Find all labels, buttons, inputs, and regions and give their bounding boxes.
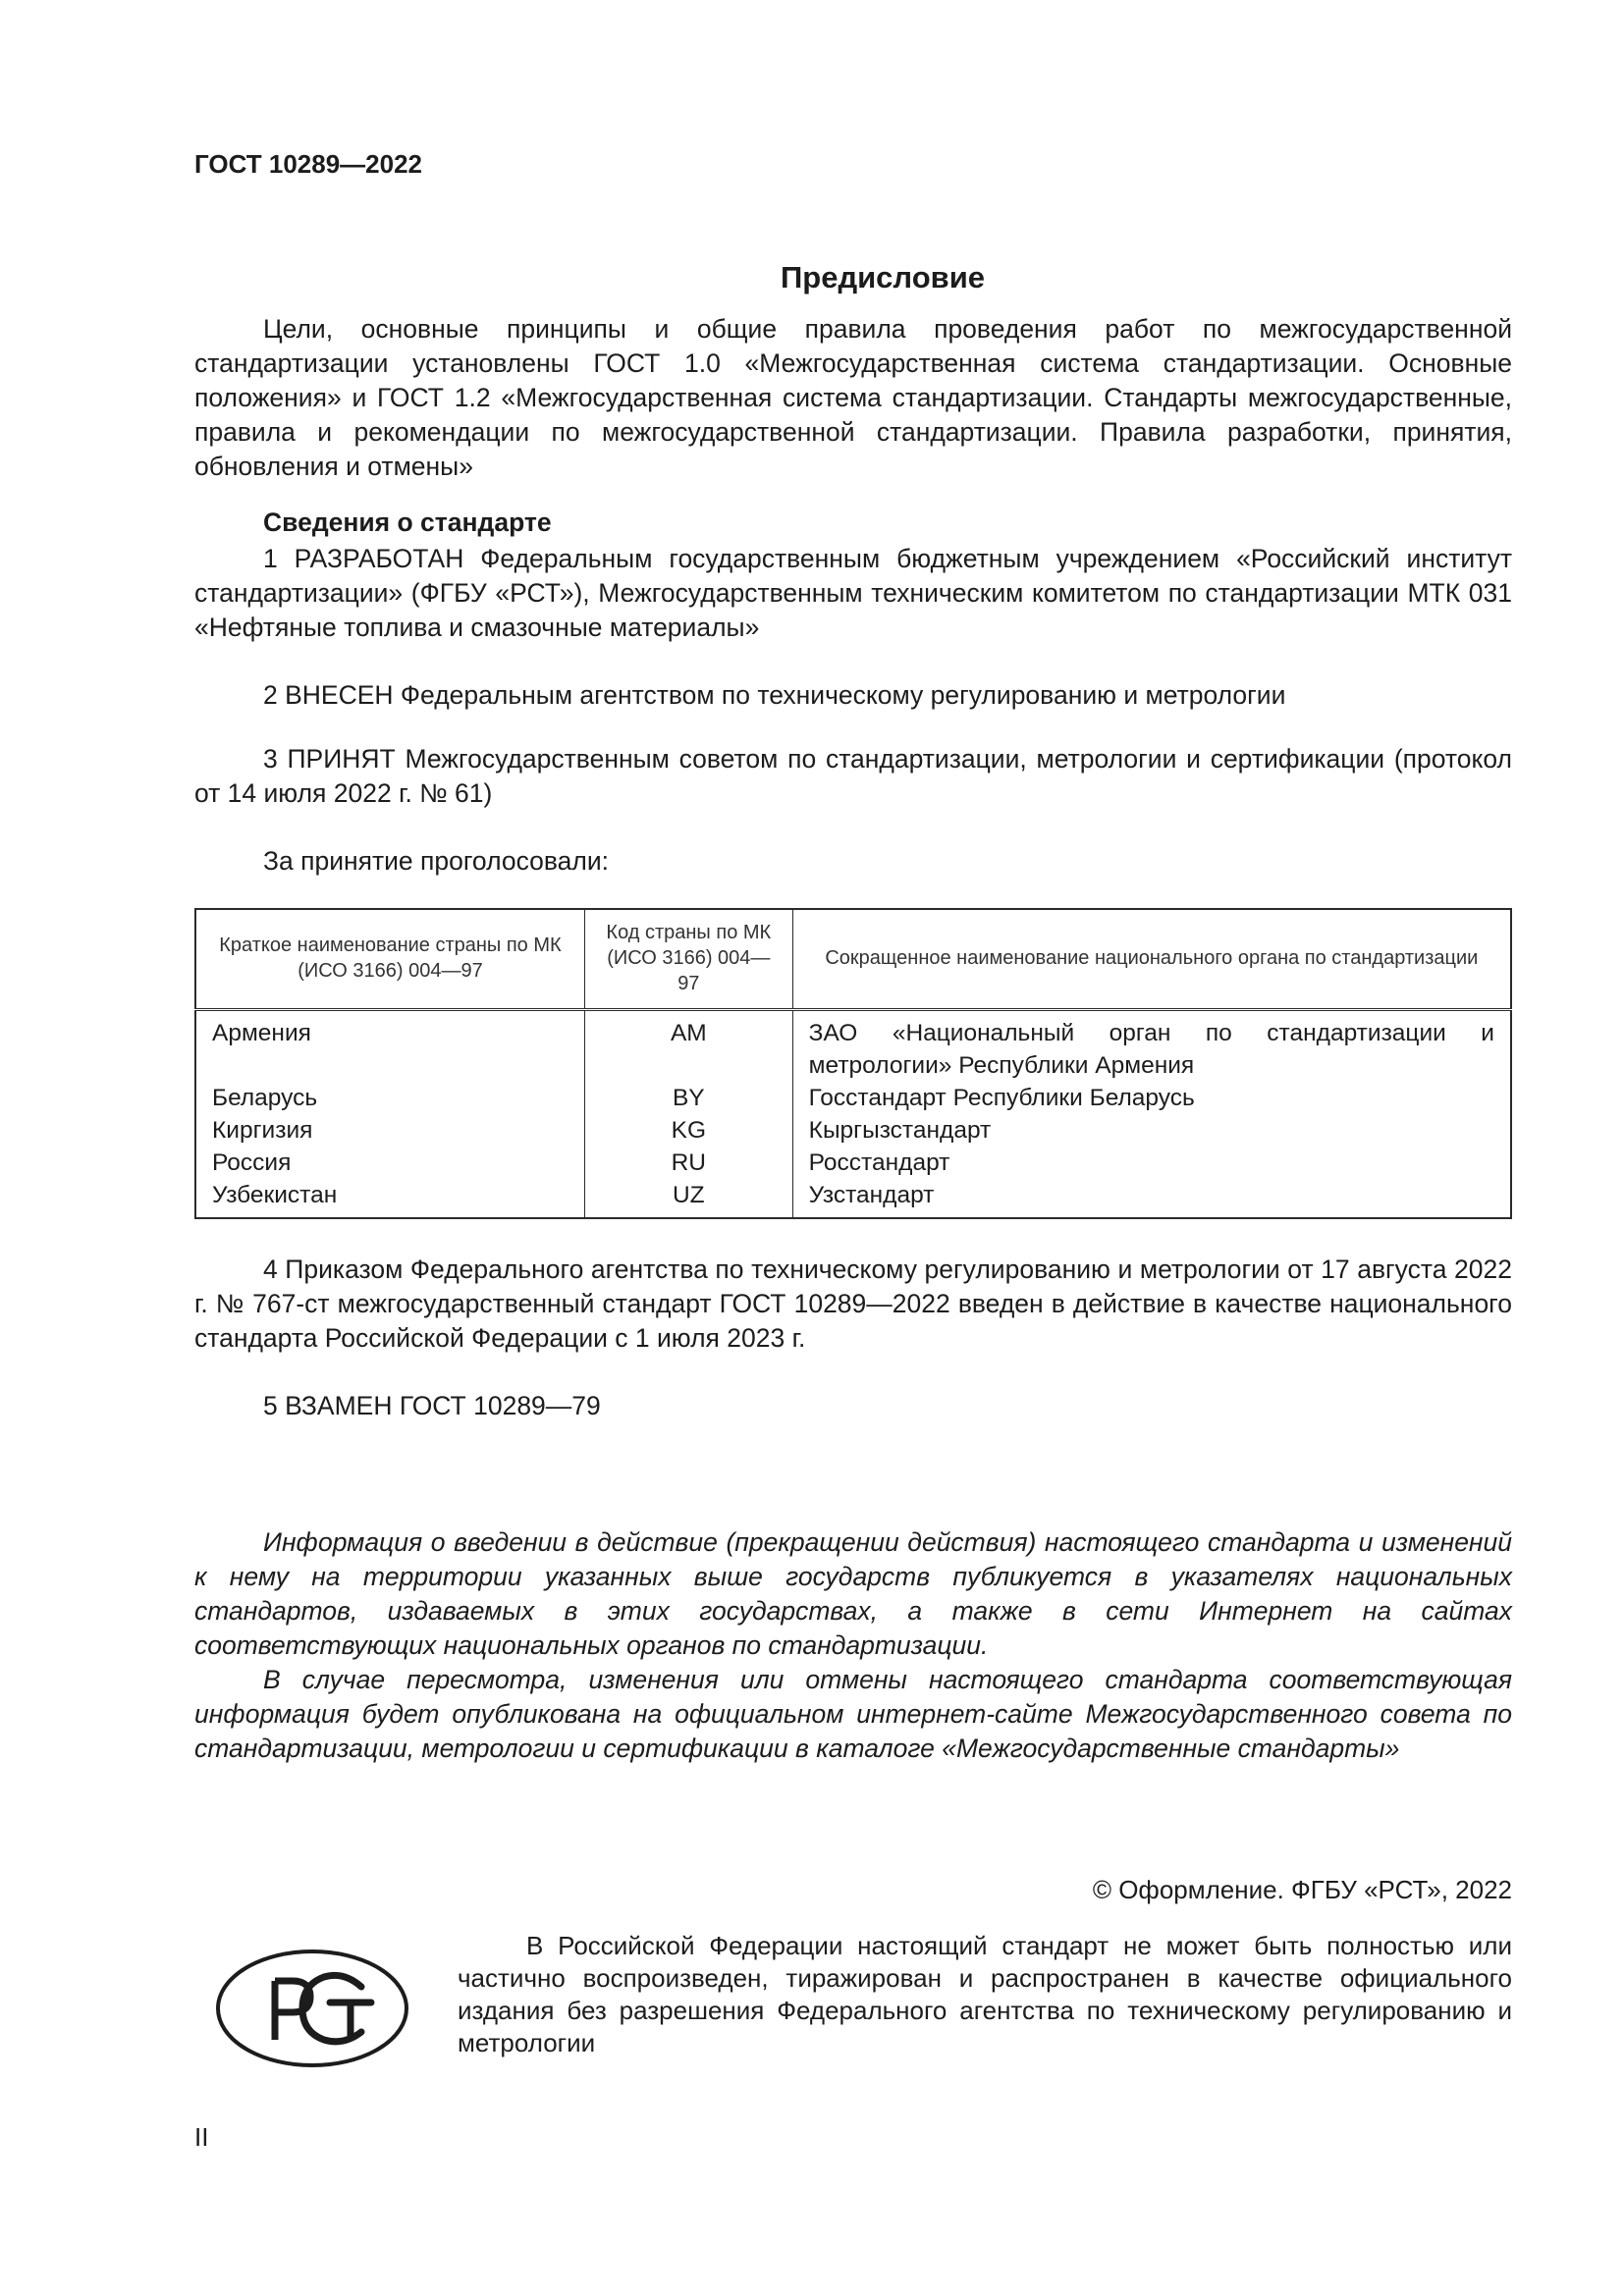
preface-title: Предисловие	[780, 260, 985, 294]
national-body: ЗАО «Национальный орган по стандартизации и метрологии» Республики Армения	[792, 1010, 1511, 1083]
item-adopted: 3 ПРИНЯТ Межгосударственным советом по стандартизации, метрологии и сертификации (протокол от 14 июля 2022 г. № 61)	[194, 744, 1512, 808]
copyright-line: © Оформление. ФГБУ «РСТ», 2022	[1092, 1875, 1512, 1904]
country-name: Россия	[195, 1147, 584, 1179]
publication-info	[194, 1525, 1512, 1766]
country-name: Армения	[195, 1010, 584, 1083]
table-header-row	[195, 909, 1511, 1010]
national-body: Узстандарт	[792, 1179, 1511, 1218]
rst-emblem-icon	[214, 1948, 410, 2069]
national-body: Росстандарт	[792, 1147, 1511, 1179]
standard-info-heading: Сведения о стандарте	[263, 507, 552, 537]
country-name: Киргизия	[195, 1114, 584, 1147]
table-row	[195, 1147, 1511, 1179]
item-developed: 1 РАЗРАБОТАН Федеральным государственным бюджетным учреждением «Российский институт стандартизации» (ФГБУ «РСТ»), Межгосударственным техническим комитетом по стандартизации МТК 031 «Нефтяные топлива и смазочные материалы»	[194, 544, 1512, 642]
info-paragraph-2: В случае пересмотра, изменения или отмены настоящего стандарта соответствующая информация будет опубликована на официальном интернет-сайте Межгосударственного совета по стандартизации, метрологии и сертификации в каталоге «Межгосударственные стандарты»	[194, 1665, 1512, 1763]
country-name: Узбекистан	[195, 1179, 584, 1218]
table-row	[195, 1114, 1511, 1147]
page-number: II	[194, 2122, 209, 2152]
country-name: Беларусь	[195, 1082, 584, 1114]
item-enacted: 4 Приказом Федерального агентства по техническому регулированию и метрологии от 17 августа 2022 г. № 767-ст межгосударственный стандарт ГОСТ 10289—2022 введен в действие в качестве национального стандарта Российской Федерации с 1 июля 2023 г.	[194, 1255, 1512, 1353]
info-paragraph-1: Информация о введении в действие (прекращении действия) настоящего стандарта и изменений к нему на территории указанных выше государств публикуется в указателях национальных стандартов, издаваемых в этих государствах, а также в сети Интернет на сайтах соответствующих национальных органов по стандартизации.	[194, 1527, 1512, 1660]
document-code: ГОСТ 10289—2022	[194, 149, 422, 179]
table-row	[195, 1082, 1511, 1114]
country-code: BY	[584, 1082, 792, 1114]
document-page	[194, 147, 1512, 1766]
country-code: RU	[584, 1147, 792, 1179]
reproduction-notice	[458, 1930, 1512, 2059]
header-national-body: Сокращенное наименование национального органа по стандартизации	[792, 909, 1511, 1010]
item-replaces: 5 ВЗАМЕН ГОСТ 10289—79	[263, 1391, 601, 1420]
header-country-code: Код страны по МК (ИСО 3166) 004—97	[584, 909, 792, 1010]
country-code: KG	[584, 1114, 792, 1147]
table-row	[195, 1010, 1511, 1083]
preface-intro: Цели, основные принципы и общие правила проведения работ по межгосударственной стандартизации установлены ГОСТ 1.0 «Межгосударственная система стандартизации. Основные положения» и ГОСТ 1.2 «Межгосударственная система стандартизации. Стандарты межгосударственные, правила и рекомендации по межгосударственной стандартизации. Правила разработки, принятия, обновления и отмены»	[194, 314, 1512, 481]
voted-label: За принятие проголосовали:	[263, 846, 610, 876]
header-country-name: Краткое наименование страны по МК (ИСО 3166) 004—97	[195, 909, 584, 1010]
country-code: AM	[584, 1010, 792, 1083]
national-body: Госстандарт Республики Беларусь	[792, 1082, 1511, 1114]
item-submitted: 2 ВНЕСЕН Федеральным агентством по техническому регулированию и метрологии	[263, 680, 1286, 710]
country-code: UZ	[584, 1179, 792, 1218]
table-row	[195, 1179, 1511, 1218]
national-body: Кыргызстандарт	[792, 1114, 1511, 1147]
notice-text: В Российской Федерации настоящий стандарт не может быть полностью или частично воспроизведен, тиражирован и распространен в качестве официального издания без разрешения Федерального агентства по техническому регулированию и метрологии	[458, 1931, 1512, 2057]
voting-countries-table	[194, 908, 1512, 1219]
